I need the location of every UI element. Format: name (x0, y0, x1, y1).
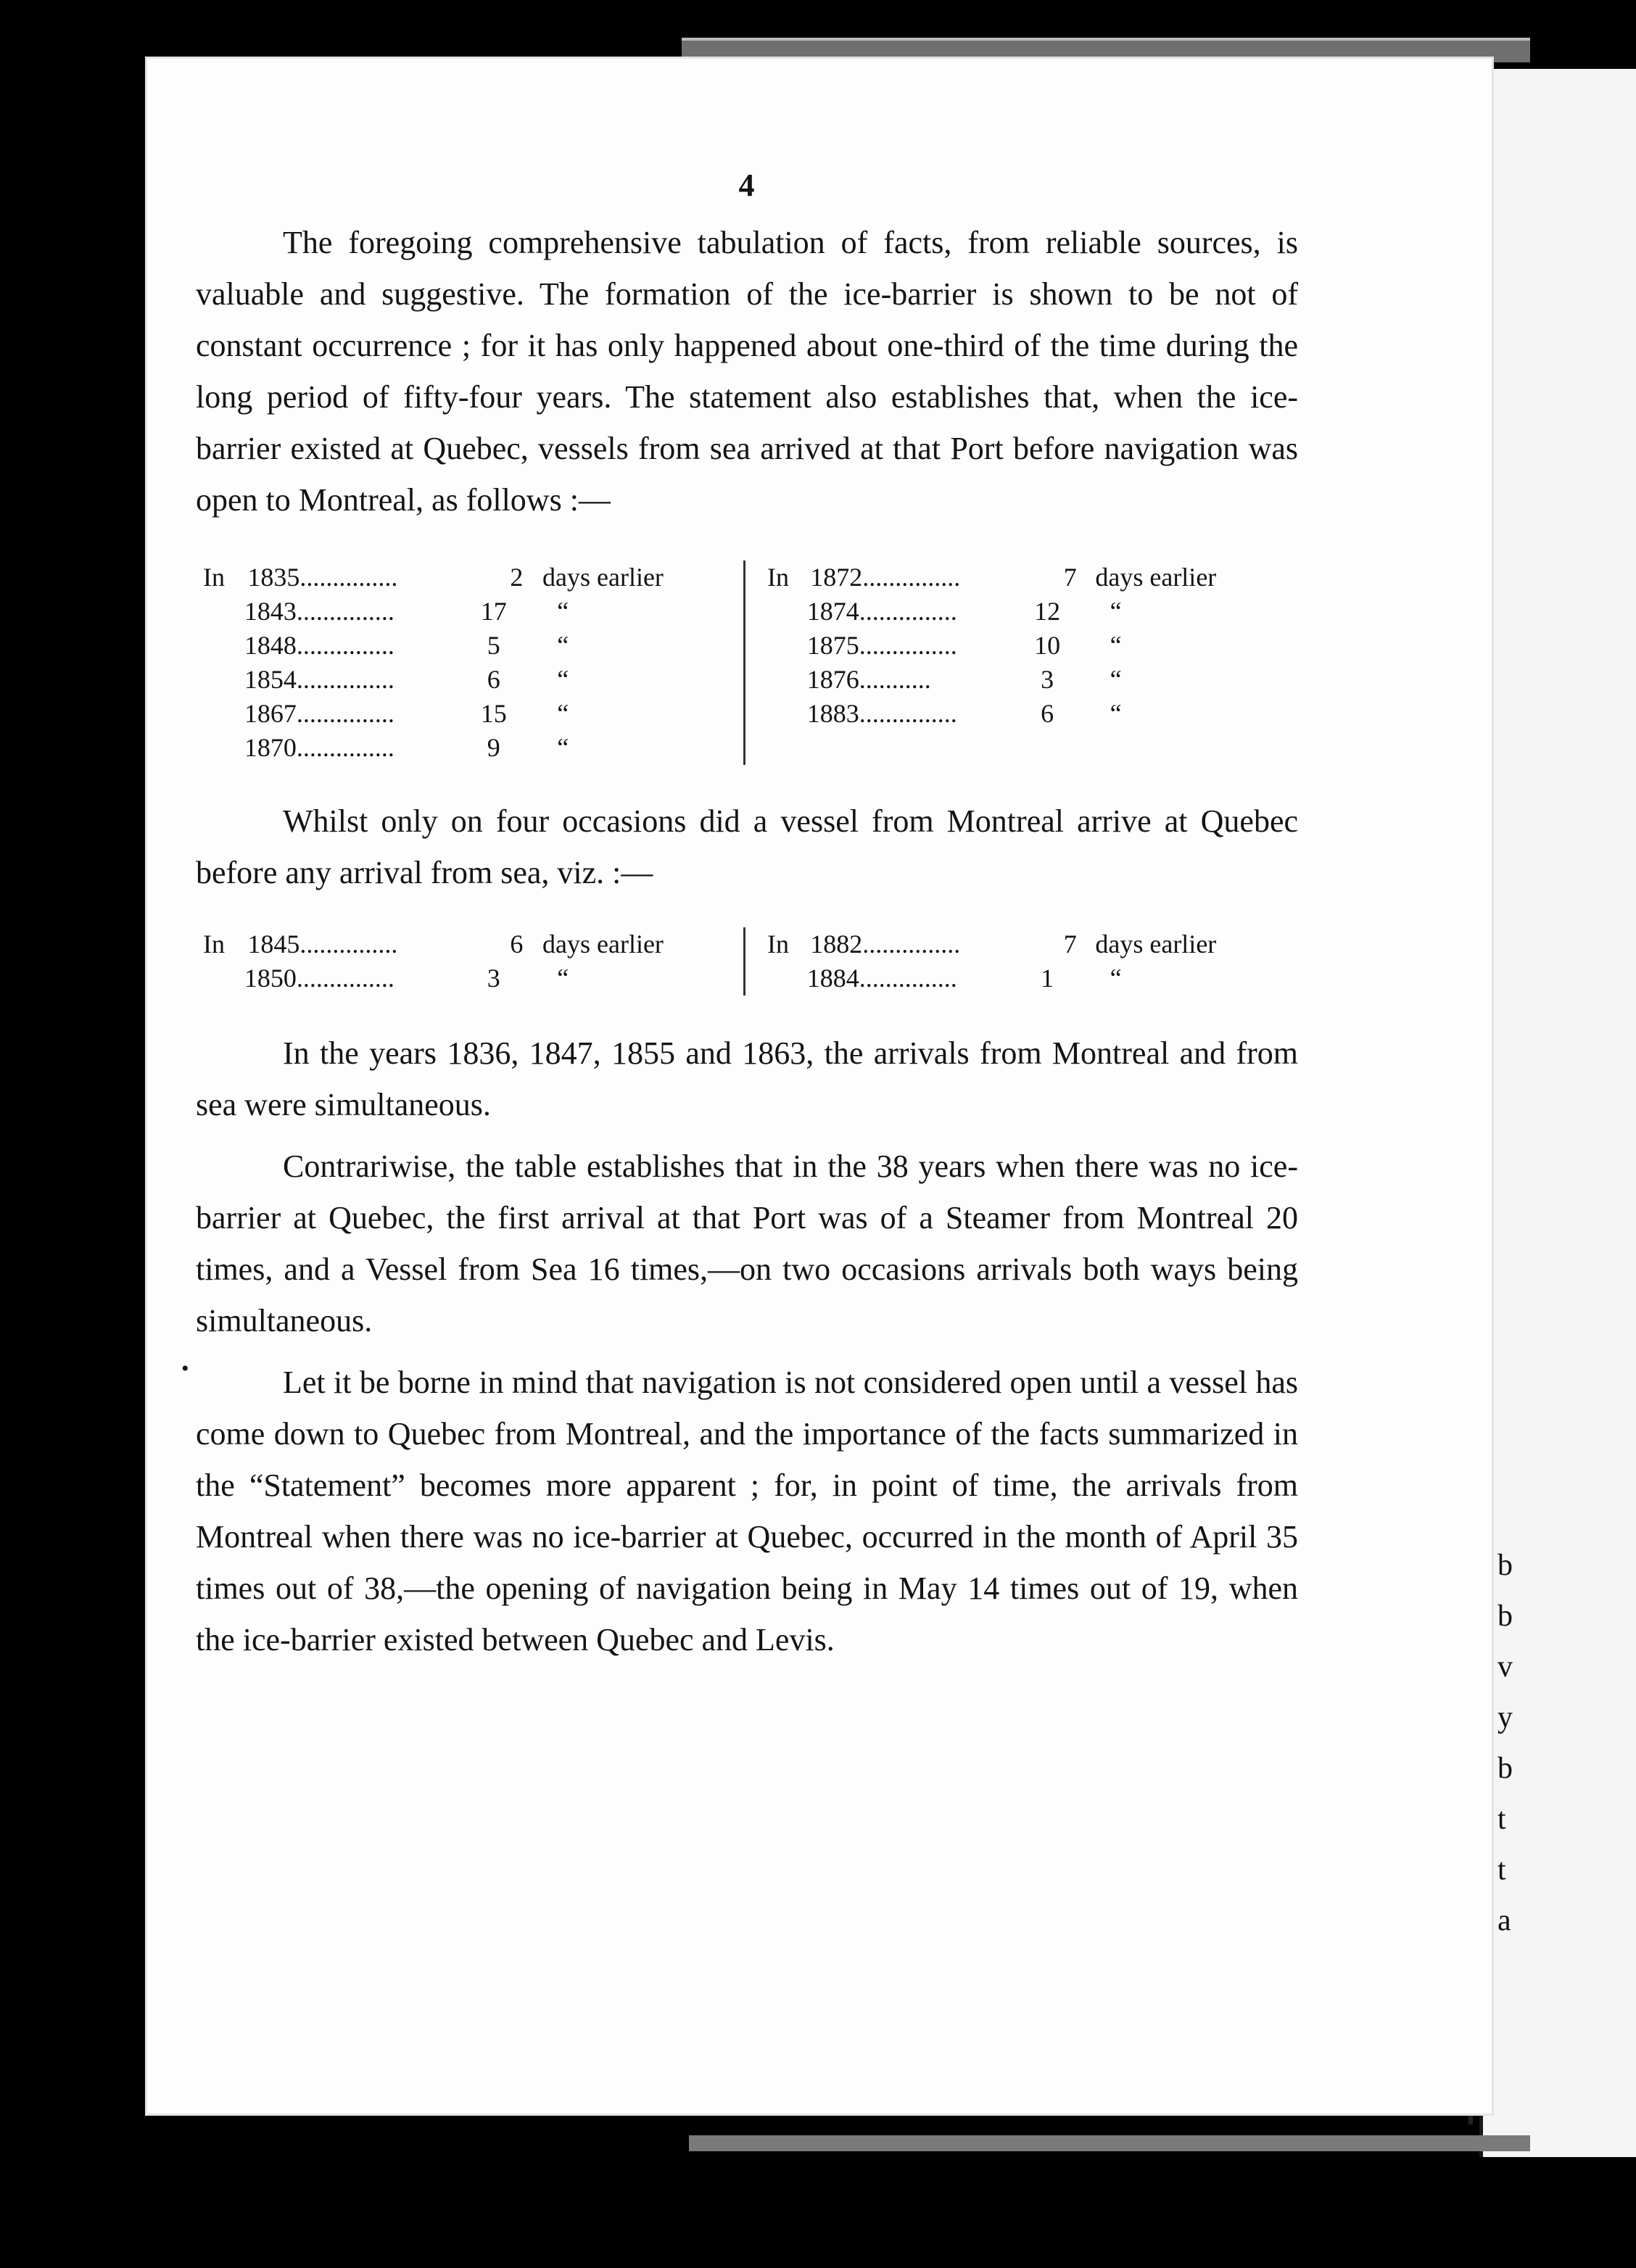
page-number: 4 (738, 167, 756, 203)
row-note: “ (1110, 631, 1122, 660)
row-prefix (767, 961, 807, 996)
row-note: “ (557, 733, 569, 762)
row-days: 3 (487, 964, 500, 993)
scan-frame-bottom (689, 2135, 1530, 2151)
table-row (203, 927, 743, 961)
paragraph-navigation-opening: Let it be borne in mind that navigation is not considered open until a vessel has come down to Quebec from Montreal, and the importance of the facts summarized in the “Statement” becomes more apparent ; for, in point of time, the arrivals from Montreal when there was no ice-barrier at Quebec, occurred in the month of April 35 times out of 38,—the opening of navigation being in May 14 times out of 19, when the ice-barrier existed between Quebec and Levis. (196, 1365, 1298, 1657)
row-prefix (767, 595, 807, 629)
edge-letter: b (1497, 1549, 1513, 1582)
row-note: “ (557, 964, 569, 993)
edge-letter: b (1497, 1599, 1513, 1633)
row-days: 10 (1034, 631, 1061, 660)
row-days: 12 (1034, 597, 1061, 626)
row-year: 1883............... (806, 699, 957, 728)
table-row (767, 697, 1289, 731)
row-days: 1 (1041, 964, 1054, 993)
row-year: 1876........... (806, 665, 931, 694)
row-prefix: In (767, 563, 789, 592)
row-days: 6 (1041, 699, 1054, 728)
adjacent-page-edge (1479, 69, 1636, 2157)
table-row (203, 595, 743, 629)
row-days: 9 (487, 733, 500, 762)
table-row (203, 731, 743, 765)
edge-letter: v (1497, 1650, 1513, 1684)
row-note: “ (557, 665, 569, 694)
page-content (181, 167, 1298, 1665)
row-prefix (203, 629, 244, 663)
row-year: 1850............... (244, 964, 394, 993)
row-prefix: In (203, 930, 225, 959)
table-row (203, 663, 743, 697)
row-note: days earlier (1095, 930, 1217, 959)
table-row (203, 629, 743, 663)
row-year: 1867............... (244, 699, 394, 728)
table-column-right (743, 927, 1289, 996)
table-montreal-arrivals (203, 927, 1298, 996)
table-row (203, 961, 743, 996)
final-paragraph-block (181, 1357, 1298, 1665)
row-note: “ (1110, 597, 1122, 626)
row-prefix: In (767, 930, 789, 959)
row-prefix (203, 731, 244, 765)
row-days: 7 (1063, 563, 1077, 592)
row-days: 7 (1063, 930, 1077, 959)
row-prefix (203, 663, 244, 697)
table-column-left (203, 927, 743, 996)
row-note: “ (1110, 665, 1122, 694)
table-column-left (203, 560, 743, 765)
table-row (767, 595, 1289, 629)
row-prefix (767, 663, 807, 697)
row-prefix (203, 697, 244, 731)
row-days: 2 (510, 563, 524, 592)
row-note: “ (557, 631, 569, 660)
row-prefix (203, 961, 244, 996)
row-note: “ (1110, 964, 1122, 993)
table-row (203, 697, 743, 731)
row-note: days earlier (1095, 563, 1217, 592)
table-column-right (743, 560, 1289, 765)
row-year: 1870............... (244, 733, 394, 762)
table-sea-arrivals (203, 560, 1298, 765)
paragraph-montreal-arrivals: Whilst only on four occasions did a vessel from Montreal arrive at Quebec before any arrival from sea, viz. :— (196, 803, 1298, 890)
row-year: 1875............... (806, 631, 957, 660)
row-year: 1874............... (806, 597, 957, 626)
row-note: “ (557, 597, 569, 626)
edge-letter: t (1497, 1853, 1506, 1887)
table-row (767, 560, 1289, 595)
row-note: days earlier (542, 563, 664, 592)
row-year: 1854............... (244, 665, 394, 694)
paragraph-simultaneous-arrivals: In the years 1836, 1847, 1855 and 1863, the arrivals from Montreal and from sea were simultaneous. (196, 1035, 1298, 1122)
row-days: 6 (487, 665, 500, 694)
row-year: 1845............... (247, 930, 398, 959)
row-year: 1843............... (244, 597, 394, 626)
paragraph-contrariwise: Contrariwise, the table establishes that in the 38 years when there was no ice-barrier at Quebec, the first arrival at that Port was of a Steamer from Montreal 20 times, and a Vessel from Sea 16 times,—on two occasions arrivals both ways being simultaneous. (196, 1149, 1298, 1338)
row-days: 17 (480, 597, 507, 626)
table-row (767, 663, 1289, 697)
row-days: 6 (510, 930, 524, 959)
table-row (767, 961, 1289, 996)
edge-letter: t (1497, 1803, 1506, 1836)
paragraph-ice-barrier-summary: The foregoing comprehensive tabulation of facts, from reliable sources, is valuable and suggestive. The formation of the ice-barrier is shown to be not of constant occurrence ; for it has only happened about one-third of the time during the long period of fifty-four years. The statement also establishes that, when the ice-barrier existed at Quebec, vessels from sea arrived at that Port before navigation was open to Montreal, as follows :— (196, 225, 1298, 518)
row-year: 1884............... (806, 964, 957, 993)
row-prefix: In (203, 563, 225, 592)
row-year: 1848............... (244, 631, 394, 660)
edge-letter: a (1497, 1904, 1511, 1937)
edge-letter: y (1497, 1701, 1513, 1734)
row-days: 15 (480, 699, 507, 728)
table-row (767, 927, 1289, 961)
row-days: 5 (487, 631, 500, 660)
row-note: “ (1110, 699, 1122, 728)
row-prefix (767, 697, 807, 731)
row-year: 1872............... (810, 563, 961, 592)
row-prefix (767, 629, 807, 663)
row-prefix (203, 595, 244, 629)
row-year: 1835............... (247, 563, 398, 592)
margin-mark: • (181, 1357, 189, 1381)
table-row (767, 629, 1289, 663)
edge-letter: b (1497, 1752, 1513, 1785)
row-note: days earlier (542, 930, 664, 959)
table-row (203, 560, 743, 595)
row-note: “ (557, 699, 569, 728)
row-days: 3 (1041, 665, 1054, 694)
row-year: 1882............... (810, 930, 961, 959)
